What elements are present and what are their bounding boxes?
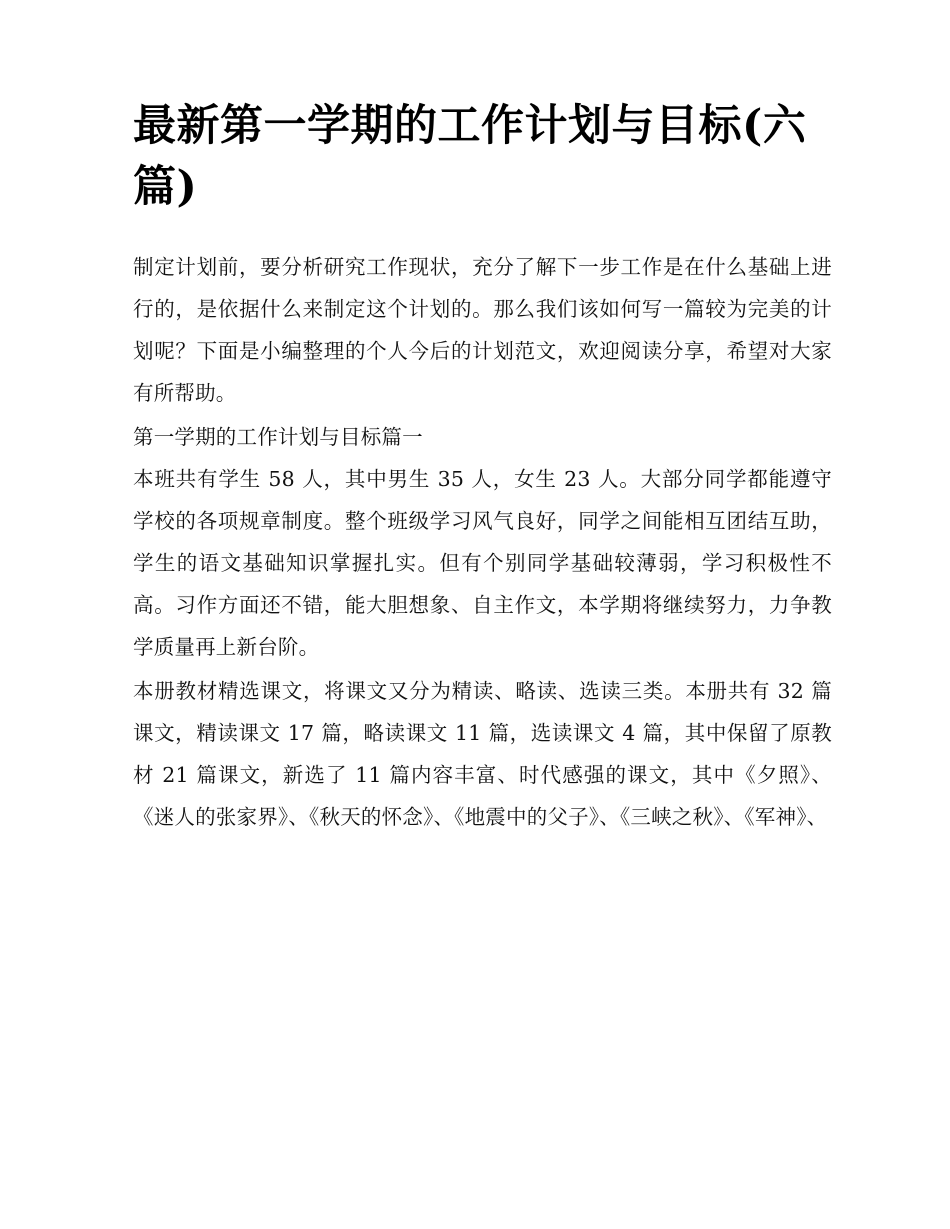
paragraph-class-overview: 本班共有学生 58 人，其中男生 35 人，女生 23 人。大部分同学都能遵守学校的各项规章制度。整个班级学习风气良好，同学之间能相互团结互助，学生的语文基础知识掌握扎实。但有个别同学基础较薄弱，学习积极性不高。习作方面还不错，能大胆想象、自主作文，本学期将继续努力，力争教学质量再上新台阶。 xyxy=(133,467,832,660)
page-title: 最新第一学期的工作计划与目标(六篇) xyxy=(133,101,807,213)
paragraph-intro: 制定计划前，要分析研究工作现状，充分了解下一步工作是在什么基础上进行的，是依据什么来制定这个计划的。那么我们该如何写一篇较为完美的计划呢？下面是小编整理的个人今后的计划范文，欢迎阅读分享，希望对大家有所帮助。 xyxy=(133,255,832,406)
paragraph-textbook-overview: 本册教材精选课文，将课文又分为精读、略读、选读三类。本册共有 32 篇课文，精读课文 17 篇，略读课文 11 篇，选读课文 4 篇，其中保留了原教材 21 篇课文，新选了 11 篇内容丰富、时代感强的课文，其中《夕照》、《迷人的张家界》、《秋天的怀念》、《地震中的父子》、《三峡之秋》、《军神》、 xyxy=(133,679,832,830)
paragraph-section-heading: 第一学期的工作计划与目标篇一 xyxy=(133,425,423,450)
